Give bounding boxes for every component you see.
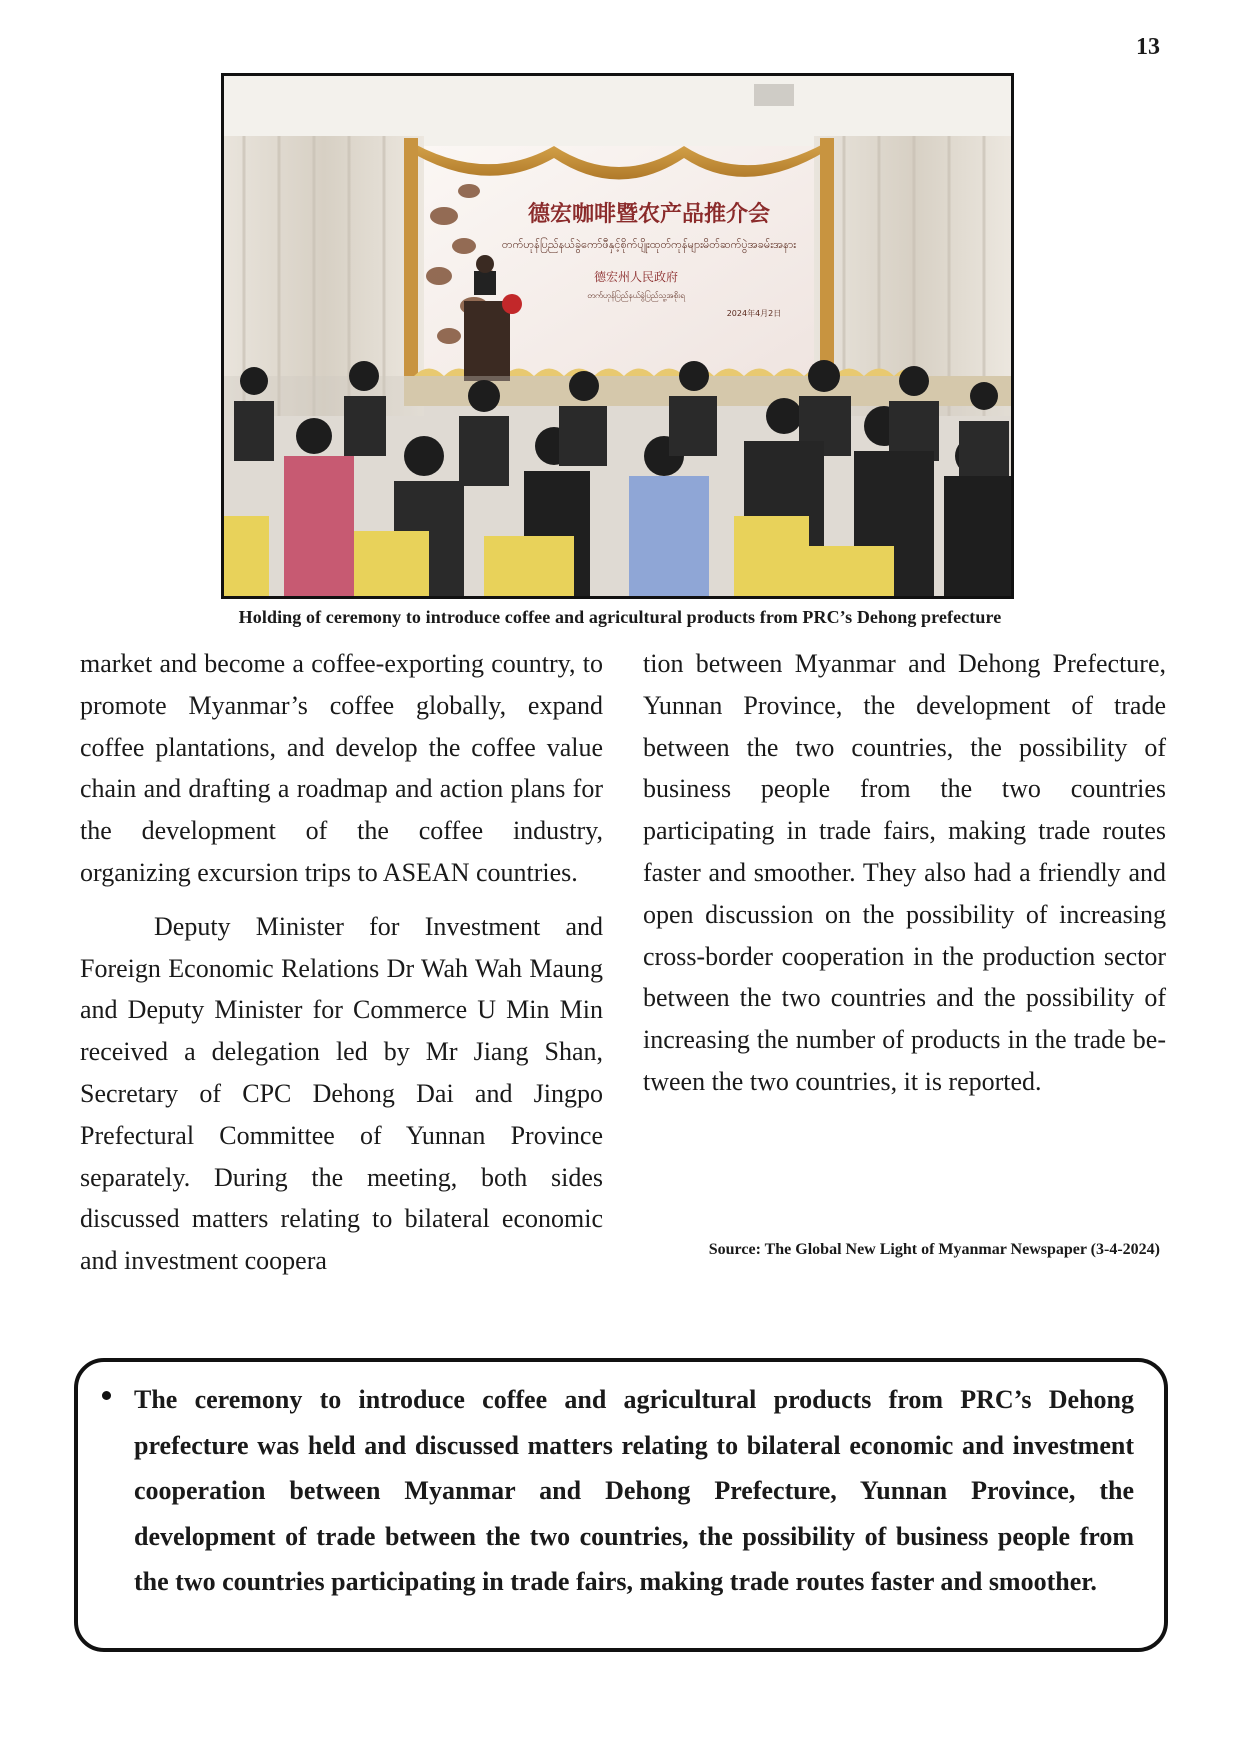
page-number: 13	[1136, 34, 1160, 60]
banner-title: 德宏咖啡暨农产品推介会	[527, 202, 771, 227]
banner-date: 2024年4月2日	[726, 309, 782, 318]
article-paragraph: tion between Myanmar and Dehong Prefecture, Yunnan Province, the development of trade between the two countries, the possibility of business people from the two countries participating in trade fairs, making trade routes faster and smoother. They also had a friendly and open discussion on the possibility of increasing cross-border cooperation in the production sector between the two countries and the possibility of increasing the number of products in the trade between the two countries, it is reported.	[643, 649, 1166, 1096]
article-column-left	[80, 643, 603, 1282]
source-citation: Source: The Global New Light of Myanmar Newspaper (3-4-2024)	[708, 1241, 1160, 1258]
article-paragraph: market and become a coffee-exporting country, to promote Myanmar’s coffee globally, expand coffee plantations, and develop the coffee value chain and drafting a roadmap and action plans for the development of the coffee industry, organizing excursion trips to ASEAN countries.	[80, 649, 603, 887]
bullet-icon	[102, 1391, 111, 1400]
banner-org-sub: တက်ဟုန်ပြည်နယ်ခွဲပြည်သူ့အစိုးရ	[587, 291, 685, 300]
banner-subtitle: တက်ဟုန်ပြည်နယ်ခွဲကော်ဖီနှင့်စိုက်ပျိုးထုတ်ကုန်များမိတ်ဆက်ပွဲအခမ်းအနား	[501, 238, 797, 251]
event-photo	[221, 73, 1014, 599]
summary-text: The ceremony to introduce coffee and agricultural products from PRC’s Dehong prefecture was held and discussed matters relating to bilateral economic and investment cooperation between Myanmar and Dehong Prefecture, Yunnan Province, the development of trade between the two countries, the possibility of business people from the two countries participating in trade fairs, making trade routes faster and smoother.	[134, 1385, 1134, 1596]
photo-caption: Holding of ceremony to introduce coffee and agricultural products from PRC’s Dehong prefecture	[238, 607, 1002, 627]
event-photo-illustration	[224, 76, 1011, 596]
article-paragraph: Deputy Minister for Investment and Foreign Economic Relations Dr Wah Wah Maung and Deputy Minister for Commerce U Min Min received a delegation led by Mr Jiang Shan, Secretary of CPC Dehong Dai and Jingpo Prefectural Committee of Yunnan Province separately. During the meeting, both sides discussed matters relating to bilateral economic and investment coopera	[80, 911, 603, 1276]
summary-box	[74, 1358, 1168, 1652]
banner-org: 德宏州人民政府	[593, 270, 679, 284]
article-column-right	[643, 643, 1166, 1103]
